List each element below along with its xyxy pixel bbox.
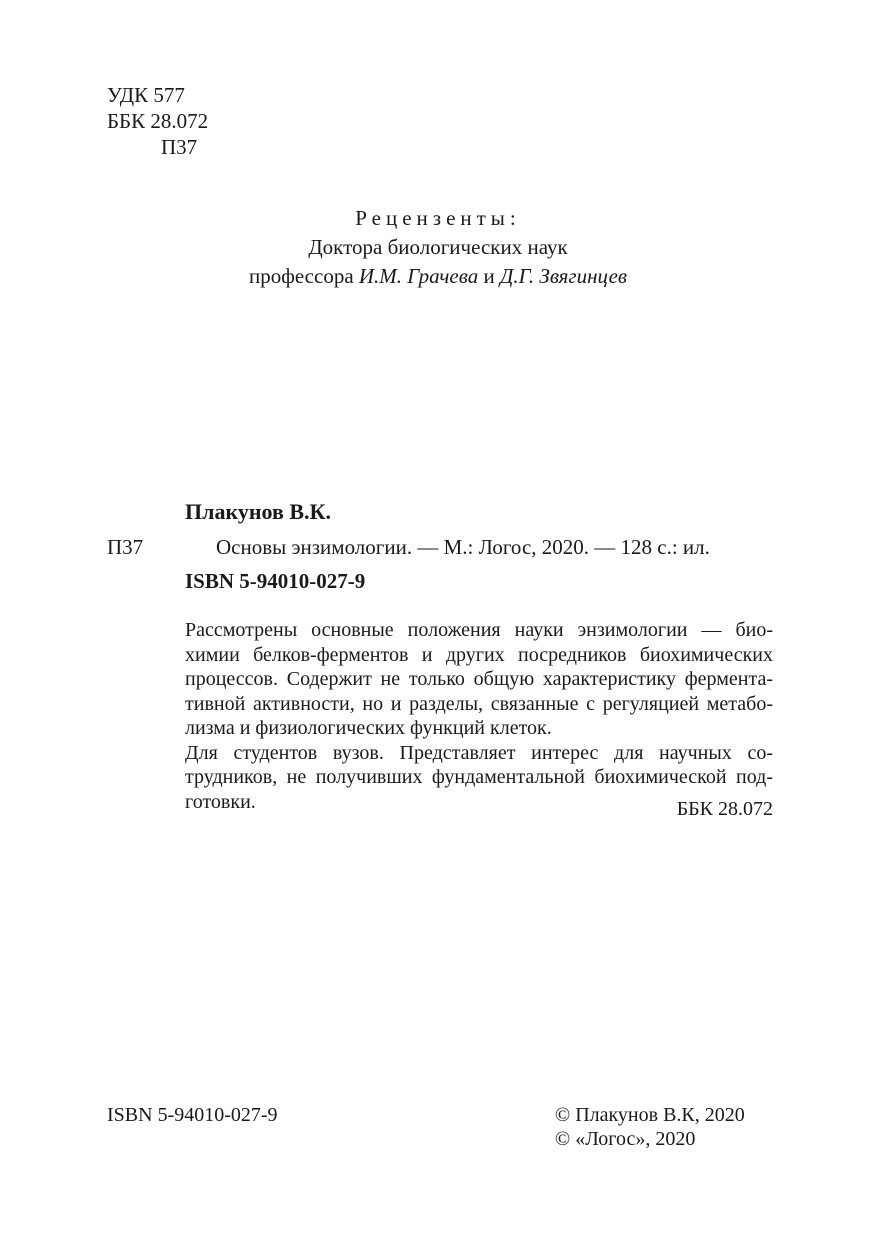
annotation-line: химии белков-ферментов и других посредников биохимических xyxy=(185,643,773,666)
annotation-line: трудников, не получивших фундаментальной биохимической под- xyxy=(185,766,773,788)
reviewers-block xyxy=(0,204,876,291)
annotation-line: Рассмотрены основные положения науки энзимологии — био- xyxy=(185,619,773,641)
copyright-author: © Плакунов В.К, 2020 xyxy=(555,1104,745,1126)
reviewers-degree: Доктора биологических наук xyxy=(308,235,568,259)
reviewer-1: И.М. Грачева xyxy=(358,264,479,288)
annotation-line: Для студентов вузов. Представляет интерес для научных со- xyxy=(185,741,773,764)
author-heading: Плакунов В.К. xyxy=(185,499,331,524)
author-mark: П37 xyxy=(107,535,144,559)
annotation-line: тивной активности, но и разделы, связанные с регуляцией метабо- xyxy=(185,692,773,715)
annotation-line: лизма и физиологических функций клеток. xyxy=(185,717,552,739)
reviewers-names xyxy=(0,262,876,291)
reviewers-join: и xyxy=(478,264,500,288)
bibliographic-description: Основы энзимологии. — М.: Логос, 2020. — 128 с.: ил. xyxy=(216,535,710,559)
copyright-publisher: © «Логос», 2020 xyxy=(555,1128,696,1150)
udk-code: УДК 577 xyxy=(107,83,185,107)
annotation-paragraph-1 xyxy=(185,618,773,741)
bbk-code: ББК 28.072 xyxy=(107,109,209,133)
isbn-record: ISBN 5-94010-027-9 xyxy=(185,569,366,593)
bbk-index: ББК 28.072 xyxy=(676,798,773,820)
author-mark-top: П37 xyxy=(161,135,198,159)
reviewer-2: Д.Г. Звягинцев xyxy=(499,264,627,288)
annotation-line: процессов. Содержит не только общую характеристику фермента- xyxy=(185,668,773,690)
annotation xyxy=(185,618,773,814)
isbn-footer: ISBN 5-94010-027-9 xyxy=(107,1104,278,1126)
annotation-line: готовки. xyxy=(185,790,256,813)
reviewers-prefix: профессора xyxy=(248,264,359,288)
reviewers-heading: Рецензенты: xyxy=(355,206,521,230)
